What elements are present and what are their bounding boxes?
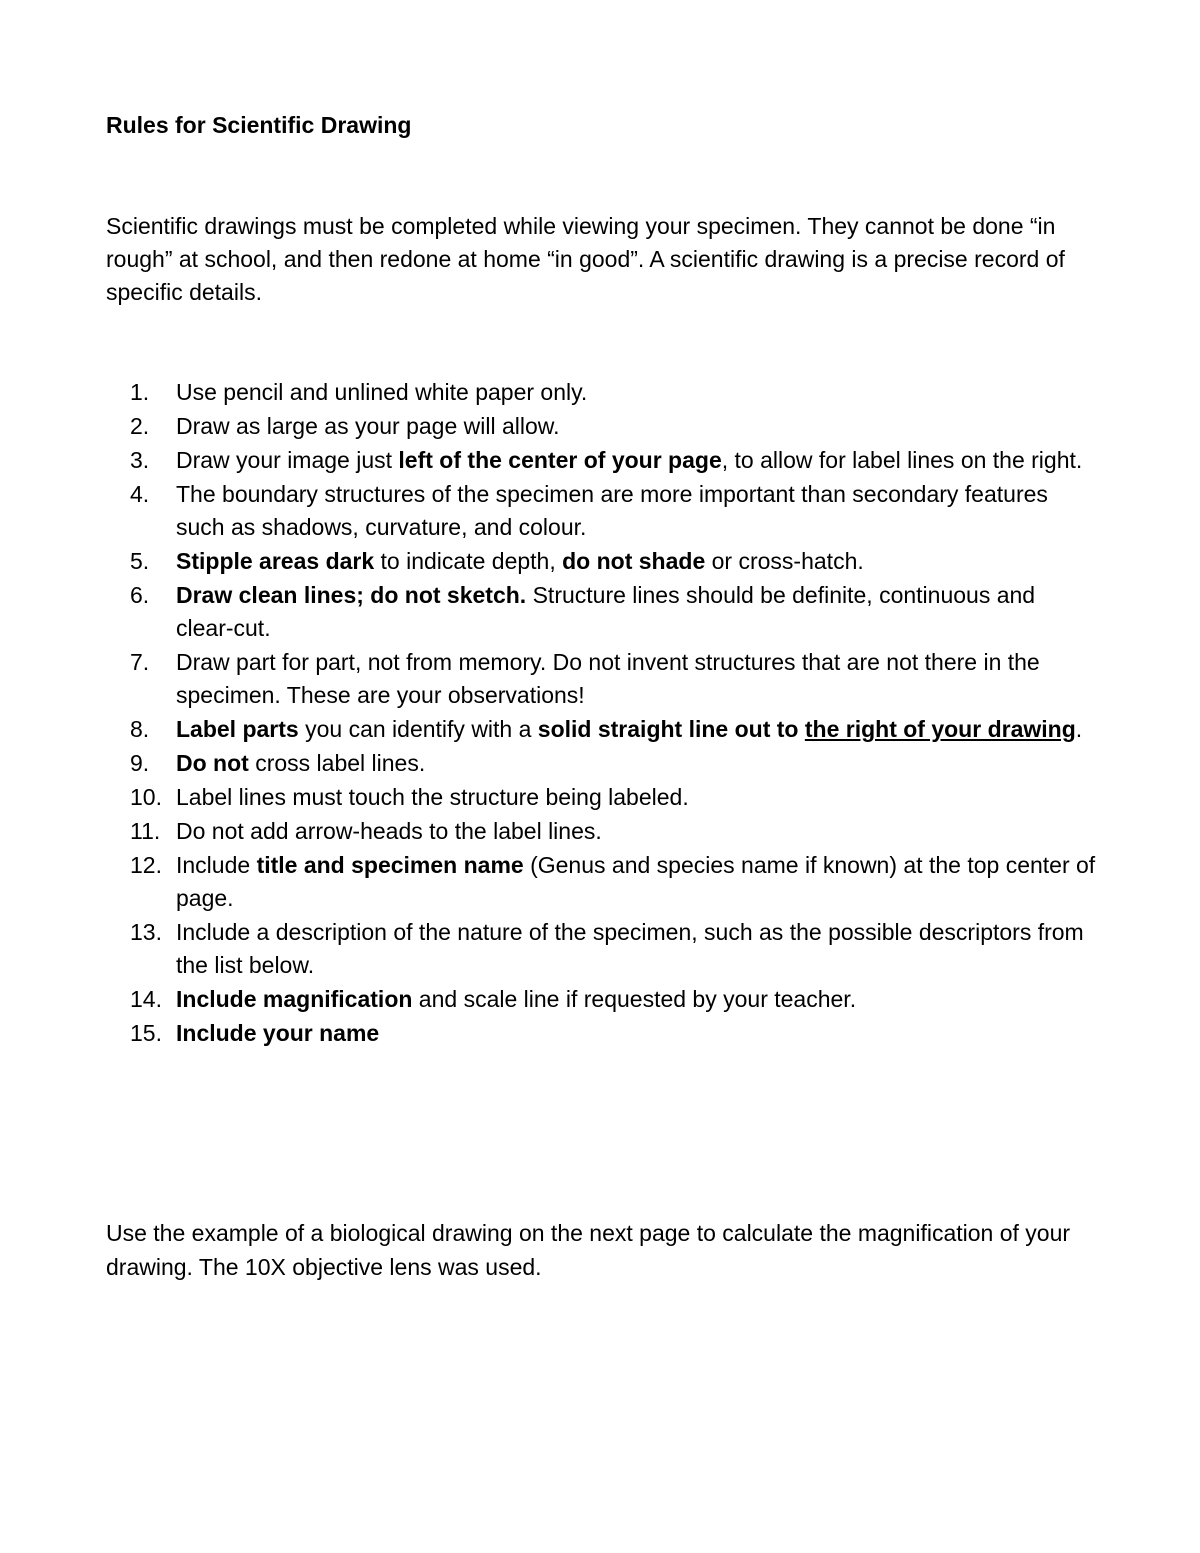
rule-text-run: Do not add arrow-heads to the label lines. <box>176 818 602 844</box>
rule-item <box>106 579 1096 645</box>
rule-item <box>106 916 1096 982</box>
rule-text <box>176 1020 379 1046</box>
rule-item <box>106 646 1096 712</box>
rule-text-run: Structure lines should be definite, continuous and clear-cut. <box>176 582 1036 641</box>
rule-item <box>106 444 1096 477</box>
rule-text-bold: Label parts <box>176 716 299 742</box>
rule-text-run: and scale line if requested by your teacher. <box>412 986 857 1012</box>
rules-list <box>106 376 1096 1051</box>
rule-number: 7. <box>130 649 150 675</box>
rule-text-bold: solid straight line out to <box>537 716 805 742</box>
rule-text-run: cross label lines. <box>248 750 426 776</box>
rule-text <box>176 919 1084 978</box>
closing-paragraph: Use the example of a biological drawing on the next page to calculate the magnification of your drawing. The 10X objective lens was used. <box>106 1220 1071 1280</box>
rule-text-run: Include a description of the nature of the specimen, such as the possible descriptors from the list below. <box>176 919 1084 978</box>
rule-item <box>106 983 1096 1016</box>
rule-text-bold: left of the center of your page <box>398 447 722 473</box>
rule-text-run: Use pencil and unlined white paper only. <box>176 379 588 405</box>
rule-number: 1. <box>130 379 150 405</box>
rule-number: 6. <box>130 582 150 608</box>
rule-text-run: Draw your image just <box>176 447 399 473</box>
rule-number: 10. <box>130 784 162 810</box>
rule-text <box>176 818 602 844</box>
rule-text-run: . <box>1075 716 1083 742</box>
rule-text-bold: do not shade <box>562 548 706 574</box>
rule-text-run: Draw part for part, not from memory. Do not invent structures that are not there in the specimen. These are your observations! <box>176 649 1040 708</box>
rule-text-run: to indicate depth, <box>374 548 563 574</box>
rule-text-bold: Include your name <box>176 1020 380 1046</box>
intro-paragraph: Scientific drawings must be completed while viewing your specimen. They cannot be done “in rough” at school, and then redone at home “in good”. A scientific drawing is a precise record of specific details. <box>106 213 1065 305</box>
rule-text-run: you can identify with a <box>298 716 538 742</box>
rule-text-run: Label lines must touch the structure being labeled. <box>176 784 689 810</box>
rule-number: 12. <box>130 852 162 878</box>
rule-text-run: Draw as large as your page will allow. <box>176 413 560 439</box>
rule-number: 14. <box>130 986 162 1012</box>
rule-number: 3. <box>130 447 150 473</box>
rule-text <box>176 649 1040 708</box>
rule-text <box>176 716 1082 742</box>
rule-text <box>176 750 425 776</box>
rule-number: 5. <box>130 548 150 574</box>
rule-item <box>106 747 1096 780</box>
rule-text <box>176 548 864 574</box>
rule-text <box>176 379 587 405</box>
rule-text <box>176 784 689 810</box>
rule-text-run: Include <box>176 852 257 878</box>
rule-text-bold: title and specimen name <box>256 852 524 878</box>
rule-text <box>176 413 560 439</box>
rule-text-bold: Include magnification <box>176 986 413 1012</box>
rule-text-bold: Stipple areas dark <box>176 548 375 574</box>
rule-text-run: The boundary structures of the specimen are more important than secondary features such as shadows, curvature, and colour. <box>176 481 1048 540</box>
rule-text <box>176 852 1095 911</box>
rule-number: 2. <box>130 413 150 439</box>
rule-number: 9. <box>130 750 150 776</box>
rule-number: 4. <box>130 481 150 507</box>
rule-item <box>106 1017 1096 1050</box>
rule-text-run: (Genus and species name if known) at the top center of page. <box>176 852 1096 911</box>
rule-number: 11. <box>130 818 161 844</box>
rule-text-bold: Draw clean lines; do not sketch. <box>176 582 527 608</box>
rule-item <box>106 815 1096 848</box>
rule-number: 15. <box>130 1020 162 1046</box>
rule-text <box>176 986 856 1012</box>
rule-number: 8. <box>130 716 150 742</box>
rule-text <box>176 481 1048 540</box>
rule-text-bold-underlined: the right of your drawing <box>804 716 1076 742</box>
rule-item <box>106 410 1096 443</box>
page-title: Rules for Scientific Drawing <box>106 112 412 138</box>
rule-text <box>176 582 1035 641</box>
rule-number: 13. <box>130 919 162 945</box>
rule-item <box>106 545 1096 578</box>
rule-text-run: or cross-hatch. <box>705 548 864 574</box>
rule-text <box>176 447 1082 473</box>
rule-item <box>106 849 1096 915</box>
rule-item <box>106 478 1096 544</box>
rule-item <box>106 713 1096 746</box>
rule-text-bold: Do not <box>176 750 249 776</box>
rule-item <box>106 781 1096 814</box>
rule-text-run: , to allow for label lines on the right. <box>721 447 1083 473</box>
rule-item <box>106 376 1096 409</box>
